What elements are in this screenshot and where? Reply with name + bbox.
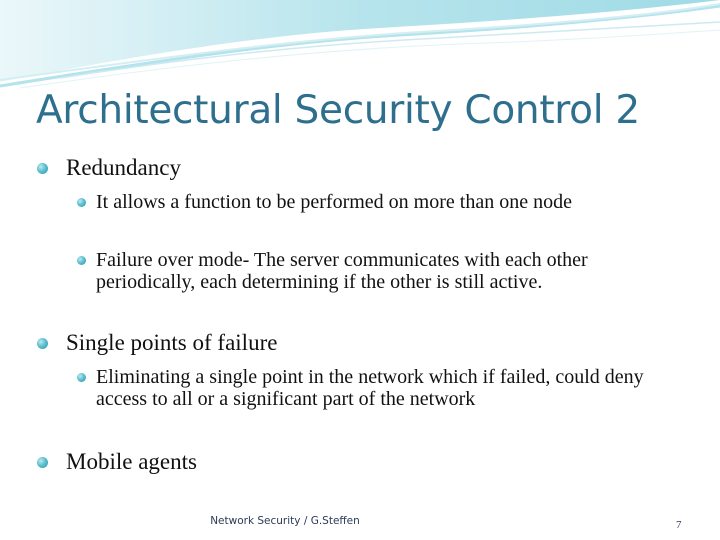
bullet-icon [77, 256, 86, 265]
sub-bullet-function-performed [76, 191, 676, 213]
page-number: 7 [676, 519, 682, 531]
bullet-icon [37, 457, 48, 468]
slide-title: Architectural Security Control 2 [36, 88, 640, 133]
bullet-label: Redundancy [66, 155, 181, 180]
bullet-label: Single points of failure [66, 330, 278, 355]
sub-bullet-label: It allows a function to be performed on more than one node [96, 191, 572, 213]
sub-bullet-failure-over-mode [76, 249, 676, 293]
slide-footer: Network Security / G.Steffen [210, 515, 360, 527]
bullet-icon [37, 338, 48, 349]
sub-bullet-eliminating-single-point [76, 366, 676, 410]
bullet-single-points-of-failure [36, 330, 277, 356]
sub-bullet-label: Eliminating a single point in the network which if failed, could deny access to all or a significant part of the network [96, 366, 644, 410]
bullet-icon [77, 373, 86, 382]
header-wave-decoration [0, 0, 720, 90]
bullet-mobile-agents [36, 449, 197, 475]
bullet-icon [77, 198, 86, 207]
bullet-label: Mobile agents [66, 449, 197, 474]
bullet-icon [37, 163, 48, 174]
bullet-redundancy [36, 155, 181, 181]
sub-bullet-label: Failure over mode- The server communicates with each other periodically, each determining if the other is still active. [96, 249, 588, 293]
